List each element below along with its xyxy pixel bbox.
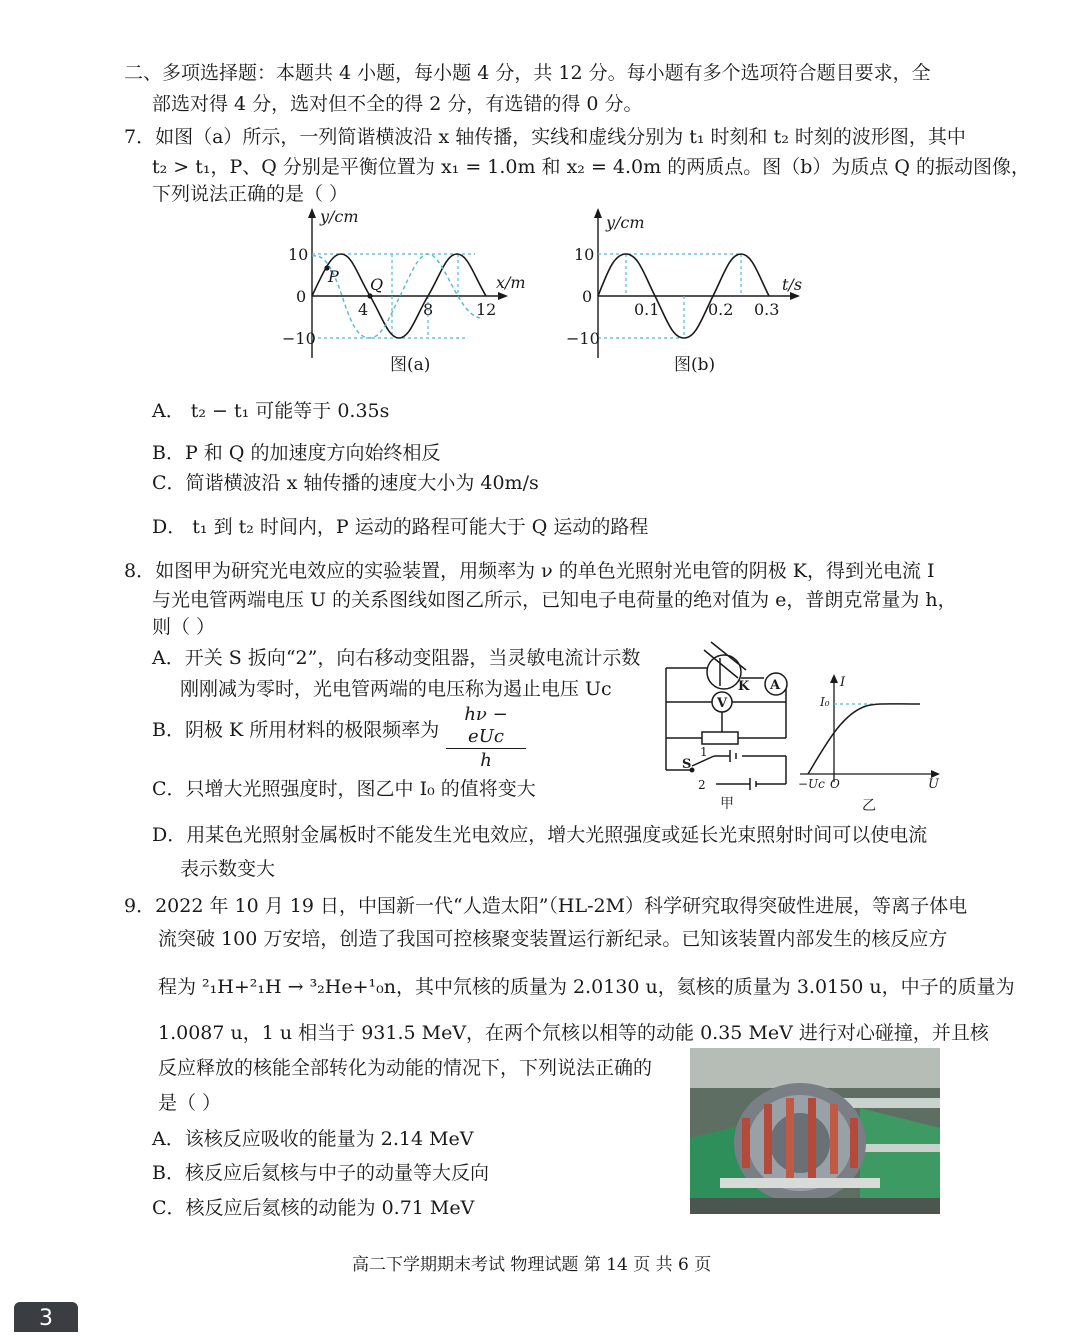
q7b-caption: 图(b) — [674, 355, 716, 375]
q7-stem-line-2: t₂ > t₁，P、Q 分别是平衡位置为 x₁ = 1.0m 和 x₂ = 4.0m 的两质点。图（b）为质点 Q 的振动图像， — [152, 156, 1031, 178]
figure-yi-caption: 乙 — [862, 798, 876, 814]
yi-origin: O — [830, 777, 840, 791]
q7b-xtick-03: 0.3 — [754, 300, 780, 319]
q9-stem-line-6: 是（ ） — [158, 1092, 222, 1114]
switch-position-1: 1 — [700, 745, 708, 759]
q8-option-c: C．只增大光照强度时，图乙中 I₀ 的值将变大 — [152, 778, 536, 800]
q9-stem-line-5: 反应释放的核能全部转化为动能的情况下，下列说法正确的 — [158, 1057, 653, 1079]
q7b-ylabel: y/cm — [606, 213, 645, 232]
q7a-xtick-12: 12 — [476, 300, 497, 319]
ammeter-label: A — [770, 678, 781, 693]
q7b-ytick-10: 10 — [574, 245, 595, 264]
q9-option-c: C．核反应后氦核的动能为 0.71 MeV — [152, 1197, 475, 1219]
q7-option-a: A． t₂ − t₁ 可能等于 0.35s — [152, 400, 390, 422]
q7b-ytick-0: 0 — [582, 287, 593, 306]
q9-option-a: A．该核反应吸收的能量为 2.14 MeV — [152, 1128, 474, 1150]
section-heading-line-1: 二、多项选择题：本题共 4 小题，每小题 4 分，共 12 分。每小题有多个选项符合题目要求，全 — [124, 62, 931, 84]
q9-stem-line-1: 9．2022 年 10 月 19 日，中国新一代“人造太阳”（HL-2M）科学研究取得突破性进展，等离子体电 — [124, 895, 968, 917]
page-number-badge: 3 — [14, 1302, 78, 1332]
q7-stem-line-3: 下列说法正确的是（ ） — [152, 183, 349, 205]
yi-stopping-voltage: −Uc — [798, 777, 825, 791]
q7a-point-q: Q — [370, 275, 384, 294]
q9-stem-line-4: 1.0087 u，1 u 相当于 931.5 MeV，在两个氘核以相等的动能 0.35 MeV 进行对心碰撞，并且核 — [158, 1022, 989, 1044]
figure-jia-caption: 甲 — [720, 796, 734, 812]
yi-axis-u: U — [928, 777, 939, 792]
fraction-numerator: hν − eUc — [446, 704, 526, 749]
tokamak-photo — [690, 1048, 940, 1214]
q7a-caption: 图(a) — [390, 355, 431, 375]
q8-option-b-fraction — [446, 704, 526, 773]
fraction-denominator: h — [480, 750, 492, 771]
q8-option-a-line-1: A．开关 S 扳向“2”，向右移动变阻器，当灵敏电流计示数 — [152, 647, 641, 669]
section-heading-line-2: 部选对得 4 分，选对但不全的得 2 分，有选错的得 0 分。 — [152, 93, 643, 115]
q9-option-b: B．核反应后氦核与中子的动量等大反向 — [152, 1162, 489, 1184]
q8-option-d-line-2: 表示数变大 — [180, 858, 276, 880]
page-footer: 高二下学期期末考试 物理试题 第 14 页 共 6 页 — [352, 1255, 712, 1275]
q8-stem-line-3: 则（ ） — [152, 616, 216, 638]
q7a-ytick-10: 10 — [288, 245, 309, 264]
circuit-label-k: K — [738, 679, 750, 694]
yi-saturation-i0: I₀ — [820, 695, 830, 709]
q7b-ytick-neg10: −10 — [566, 329, 600, 348]
q7a-ytick-0: 0 — [296, 287, 307, 306]
switch-position-2: 2 — [698, 778, 706, 792]
q7a-point-p: P — [328, 267, 339, 286]
q7b-xtick-02: 0.2 — [708, 300, 734, 319]
q8-figure-jia-circuit — [656, 638, 796, 814]
q8-option-b: B．阴极 K 所用材料的极限频率为 — [152, 719, 440, 741]
yi-axis-i: I — [840, 675, 846, 690]
q7-figure-b — [556, 206, 806, 378]
q8-option-a-line-2: 刚刚减为零时，光电管两端的电压称为遏止电压 Uc — [180, 678, 612, 700]
q7-option-d: D． t₁ 到 t₂ 时间内，P 运动的路程可能大于 Q 运动的路程 — [152, 516, 649, 538]
q8-option-d-line-1: D．用某色光照射金属板时不能发生光电效应，增大光照强度或延长光束照射时间可以使电流 — [152, 824, 928, 846]
q8-figure-yi-iu-curve — [796, 670, 946, 814]
q8-stem-line-1: 8．如图甲为研究光电效应的实验装置，用频率为 ν 的单色光照射光电管的阴极 K，得到光电流 I — [124, 560, 935, 582]
q8-stem-line-2: 与光电管两端电压 U 的关系图线如图乙所示，已知电子电荷量的绝对值为 e，普朗克常量为 h， — [152, 589, 957, 611]
q9-stem-line-2: 流突破 100 万安培，创造了我国可控核聚变装置运行新纪录。已知该装置内部发生的核反应方 — [158, 928, 948, 950]
q7a-xtick-4: 4 — [358, 300, 369, 319]
voltmeter-label: V — [717, 696, 728, 711]
q7b-xlabel: t/s — [782, 275, 803, 294]
q7-figure-a — [270, 206, 526, 378]
q7a-xtick-8: 8 — [423, 300, 434, 319]
switch-label-s: S — [682, 757, 692, 772]
q7-option-c: C．简谐横波沿 x 轴传播的速度大小为 40m/s — [152, 472, 539, 494]
q9-stem-line-3: 程为 ²₁H+²₁H → ³₂He+¹₀n，其中氘核的质量为 2.0130 u，氦核的质量为 3.0150 u，中子的质量为 — [158, 976, 1015, 998]
q7a-ylabel: y/cm — [320, 207, 359, 226]
q7-option-b: B．P 和 Q 的加速度方向始终相反 — [152, 442, 441, 464]
tokamak-photo-drawing — [690, 1048, 940, 1214]
q7-stem-line-1: 7．如图（a）所示，一列简谐横波沿 x 轴传播，实线和虚线分别为 t₁ 时刻和 t₂ 时刻的波形图，其中 — [124, 126, 966, 148]
q7b-xtick-01: 0.1 — [634, 300, 660, 319]
q7a-ytick-neg10: −10 — [282, 329, 316, 348]
q7a-xlabel: x/m — [496, 273, 526, 292]
